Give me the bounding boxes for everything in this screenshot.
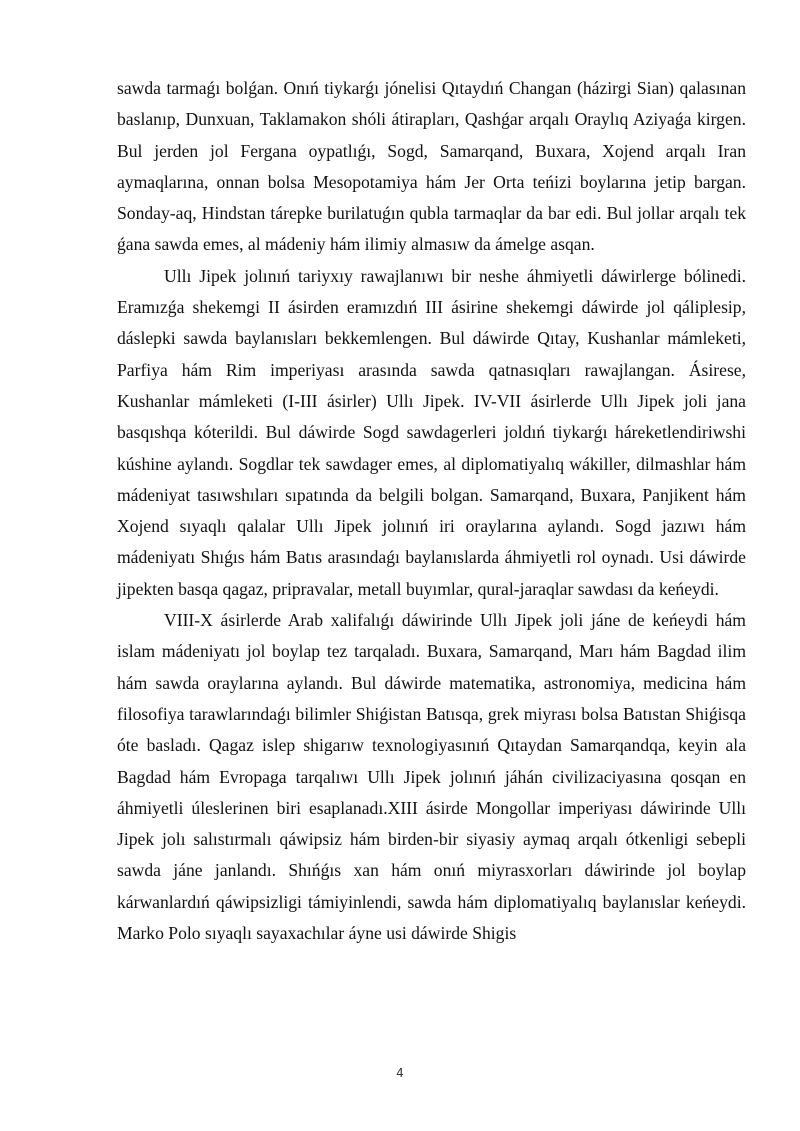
body-text	[117, 73, 746, 949]
paragraph-1: sawda tarmaǵı bolǵan. Onıń tiykarǵı jónelisi Qıtaydıń Changan (házirgi Sian) qalasınan baslanıp, Dunxuan, Taklamakon shóli átirapları, Qashǵar arqalı Oraylıq Aziyaǵa kirgen. Bul jerden jol Fergana oypatlıǵı, Sogd, Samarqand, Buxara, Xojend arqalı Iran aymaqlarına, onnan bolsa Mesopotamiya hám Jer Orta teńizi boylarına jetip bargan. Sonday-aq, Hindstan tárepke burilatuǵın qubla tarmaqlar da bar edi. Bul jollar arqalı tek ǵana sawda emes, al mádeniy hám ilimiy almasıw da ámelge asqan.	[117, 78, 746, 255]
paragraph-2: Ullı Jipek jolınıń tariyxıy rawajlanıwı bir neshe áhmiyetli dáwirlerge bólinedi. Eramızǵa shekemgi II ásirden eramızdıń III ásirine shekemgi dáwirde jol qáliplesip, dáslepki sawda baylanısları bekkemlengen. Bul dáwirde Qıtay, Kushanlar mámleketi, Parfiya hám Rim imperiyası arasında sawda qatnasıqları rawajlangan. Ásirese, Kushanlar mámleketi (I-III ásirler) Ullı Jipek. IV-VII ásirlerde Ullı Jipek joli jana basqıshqa kóterildi. Bul dáwirde Sogd sawdagerleri joldıń tiykarǵı háreketlendiriwshi kúshine aylandı. Sogdlar tek sawdager emes, al diplomatiyalıq wákiller, dilmashlar hám mádeniyat tasıwshıları sıpatında da belgili bolgan. Samarqand, Buxara, Panjikent hám Xojend sıyaqlı qalalar Ullı Jipek jolınıń iri oraylarına aylandı. Sogd jazıwı hám mádeniyatı Shıǵıs hám Batıs arasındaǵı baylanıslarda áhmiyetli rol oynadı. Usi dáwirde jipekten basqa qagaz, pripravalar, metall buyımlar, qural-jaraqlar sawdası da keńeydi.	[117, 265, 746, 599]
page-number: 4	[396, 1066, 404, 1080]
paragraph-3: VIII-X ásirlerde Arab xalifalıǵı dáwirinde Ullı Jipek joli jáne de keńeydi hám islam mádeniyatı jol boylap tez tarqaladı. Buxara, Samarqand, Marı hám Bagdad ilim hám sawda oraylarına aylandı. Bul dáwirde matematika, astronomiya, medicina hám filosofiya tarawlarındaǵı bilimler Shiǵistan Batısqa, grek miyrası bolsa Batıstan Shiǵisqa óte basladı. Qagaz islep shigarıw texnologiyasınıń Qıtaydan Samarqandqa, keyin ala Bagdad hám Evropaga tarqalıwı Ullı Jipek jolınıń jáhán civilizaciyasına qosqan en áhmiyetli úleslerinen biri esaplanadı.XIII ásirde Mongollar imperiyası dáwirinde Ullı Jipek jolı salıstırmalı qáwipsiz hám birden-bir siyasiy aymaq arqalı ótkenligi sebepli sawda jáne janlandı. Shıńǵıs xan hám onıń miyrasxorları dáwirinde jol boylap kárwanlardıń qáwipsizligi támiyinlendi, sawda hám diplomatiyalıq baylanıslar keńeydi. Marko Polo sıyaqlı sayaxachılar áyne usi dáwirde Shigis	[117, 610, 746, 944]
